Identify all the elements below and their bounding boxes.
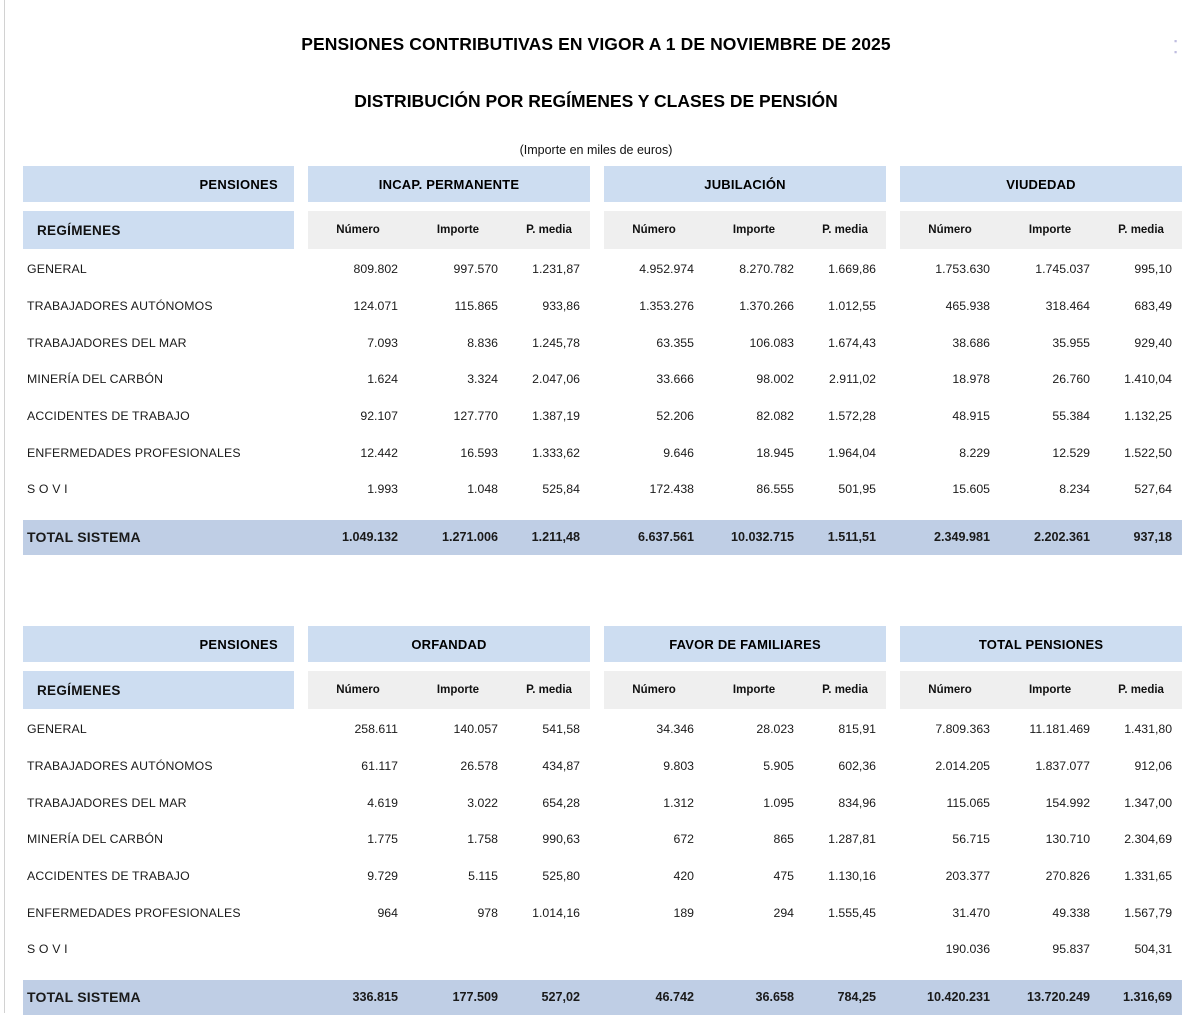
table-row (23, 894, 1182, 931)
table-cell-value: 86.555 (704, 471, 804, 508)
spacer (294, 249, 308, 288)
spacer (294, 980, 308, 1015)
table-cell-value: 270.826 (1000, 858, 1100, 895)
header-gap-row (23, 662, 1182, 671)
row-regime-label: ENFERMEDADES PROFESIONALES (23, 434, 294, 471)
group-header-row (23, 166, 1182, 202)
header-pensiones: PENSIONES (23, 626, 294, 662)
table-cell-value: 5.115 (408, 858, 508, 895)
spacer (590, 748, 604, 785)
table-cell-value: 2.047,06 (508, 361, 590, 398)
table-cell-value: 1.095 (704, 784, 804, 821)
spacer (886, 821, 900, 858)
table-cell-value: 56.715 (900, 821, 1000, 858)
table-cell-value (508, 931, 590, 968)
total-cell-value: 2.202.361 (1000, 520, 1100, 555)
spacer (590, 166, 604, 202)
page-edge-rule (4, 0, 5, 1013)
table-cell-value: 9.803 (604, 748, 704, 785)
table-1 (23, 166, 1182, 555)
table-cell-value: 7.809.363 (900, 709, 1000, 748)
spacer (886, 858, 900, 895)
table-cell-value: 1.624 (308, 361, 408, 398)
page-title: PENSIONES CONTRIBUTIVAS EN VIGOR A 1 DE NOVIEMBRE DE 2025 (301, 34, 891, 54)
table-cell-value: 12.442 (308, 434, 408, 471)
col-header-viudedad-pmedia: P. media (1100, 211, 1182, 249)
table-cell-value: 964 (308, 894, 408, 931)
col-header-viudedad-numero: Número (900, 211, 1000, 249)
table-cell-value: 2.911,02 (804, 361, 886, 398)
table-cell-value: 4.619 (308, 784, 408, 821)
table-cell-value: 26.578 (408, 748, 508, 785)
table-cell-value: 3.022 (408, 784, 508, 821)
table-2-head (23, 626, 1182, 709)
table-cell-value: 1.333,62 (508, 434, 590, 471)
total-cell-value: 937,18 (1100, 520, 1182, 555)
spacer (886, 784, 900, 821)
table-cell-value: 18.978 (900, 361, 1000, 398)
spacer (294, 626, 308, 662)
table-cell-value: 2.304,69 (1100, 821, 1182, 858)
table-cell-value: 61.117 (308, 748, 408, 785)
table-cell-value: 815,91 (804, 709, 886, 748)
table-cell-value: 115.865 (408, 288, 508, 325)
table-cell-value: 38.686 (900, 324, 1000, 361)
table-cell-value: 525,84 (508, 471, 590, 508)
table-cell-value: 1.132,25 (1100, 398, 1182, 435)
table-cell-value: 52.206 (604, 398, 704, 435)
row-regime-label: TRABAJADORES AUTÓNOMOS (23, 748, 294, 785)
table-cell-value (804, 931, 886, 968)
col-header-total-numero: Número (900, 671, 1000, 709)
table-cell-value: 294 (704, 894, 804, 931)
table-cell-value: 541,58 (508, 709, 590, 748)
table-row (23, 249, 1182, 288)
spacer (294, 520, 308, 555)
spacer (886, 398, 900, 435)
row-regime-label: MINERÍA DEL CARBÓN (23, 821, 294, 858)
table-row (23, 931, 1182, 968)
spacer (294, 434, 308, 471)
total-cell-value: 46.742 (604, 980, 704, 1015)
table-row (23, 471, 1182, 508)
table-row (23, 361, 1182, 398)
table-cell-value: 527,64 (1100, 471, 1182, 508)
table-cell-value: 1.572,28 (804, 398, 886, 435)
row-regime-label: MINERÍA DEL CARBÓN (23, 361, 294, 398)
total-cell-value: 1.211,48 (508, 520, 590, 555)
table-cell-value: 31.470 (900, 894, 1000, 931)
spacer (886, 288, 900, 325)
table-cell-value: 154.992 (1000, 784, 1100, 821)
table-row (23, 858, 1182, 895)
spacer (886, 166, 900, 202)
spacer (590, 288, 604, 325)
group-header-favor-familiares: FAVOR DE FAMILIARES (604, 626, 886, 662)
table-cell-value: 1.775 (308, 821, 408, 858)
table-cell-value: 1.331,65 (1100, 858, 1182, 895)
spacer (886, 980, 900, 1015)
row-regime-label: ACCIDENTES DE TRABAJO (23, 398, 294, 435)
col-header-total-pmedia: P. media (1100, 671, 1182, 709)
row-regime-label: S O V I (23, 471, 294, 508)
table-row (23, 784, 1182, 821)
col-header-orfandad-importe: Importe (408, 671, 508, 709)
table-cell-value: 1.014,16 (508, 894, 590, 931)
table-cell-value (408, 931, 508, 968)
table-row (23, 288, 1182, 325)
spacer (590, 211, 604, 249)
spacer (886, 894, 900, 931)
col-header-favor-numero: Número (604, 671, 704, 709)
total-cell-value: 1.271.006 (408, 520, 508, 555)
row-regime-label: GENERAL (23, 709, 294, 748)
col-header-incap-importe: Importe (408, 211, 508, 249)
table-cell-value: 15.605 (900, 471, 1000, 508)
total-row-label: TOTAL SISTEMA (23, 980, 294, 1015)
table-cell-value: 115.065 (900, 784, 1000, 821)
total-gap-row (23, 968, 1182, 980)
total-cell-value: 1.316,69 (1100, 980, 1182, 1015)
table-cell-value: 1.370.266 (704, 288, 804, 325)
table-cell-value: 1.669,86 (804, 249, 886, 288)
header-gap-row (23, 202, 1182, 211)
table-cell-value: 1.555,45 (804, 894, 886, 931)
group-header-orfandad: ORFANDAD (308, 626, 590, 662)
spacer (294, 671, 308, 709)
spacer (590, 471, 604, 508)
table-cell-value: 420 (604, 858, 704, 895)
total-cell-value: 13.720.249 (1000, 980, 1100, 1015)
table-cell-value: 1.130,16 (804, 858, 886, 895)
group-header-total-pensiones: TOTAL PENSIONES (900, 626, 1182, 662)
col-header-orfandad-numero: Número (308, 671, 408, 709)
table-cell-value: 1.387,19 (508, 398, 590, 435)
spacer (294, 931, 308, 968)
table-cell-value: 1.567,79 (1100, 894, 1182, 931)
row-regime-label: ENFERMEDADES PROFESIONALES (23, 894, 294, 931)
table-cell-value: 82.082 (704, 398, 804, 435)
table-cell-value: 1.245,78 (508, 324, 590, 361)
table-cell-value: 501,95 (804, 471, 886, 508)
spacer (294, 784, 308, 821)
table-cell-value: 8.234 (1000, 471, 1100, 508)
group-header-incap-permanente: INCAP. PERMANENTE (308, 166, 590, 202)
table-cell-value (704, 931, 804, 968)
table-cell-value: 1.758 (408, 821, 508, 858)
table-cell-value: 33.666 (604, 361, 704, 398)
table-cell-value: 602,36 (804, 748, 886, 785)
table-cell-value: 865 (704, 821, 804, 858)
table-cell-value: 190.036 (900, 931, 1000, 968)
total-row (23, 980, 1182, 1015)
spacer (590, 520, 604, 555)
table-cell-value: 26.760 (1000, 361, 1100, 398)
table-cell-value: 106.083 (704, 324, 804, 361)
row-regime-label: ACCIDENTES DE TRABAJO (23, 858, 294, 895)
table-cell-value: 5.905 (704, 748, 804, 785)
table-cell-value: 933,86 (508, 288, 590, 325)
spacer (590, 931, 604, 968)
spacer (294, 471, 308, 508)
total-row-label: TOTAL SISTEMA (23, 520, 294, 555)
spacer (886, 324, 900, 361)
spacer (886, 211, 900, 249)
table-1-body (23, 249, 1182, 555)
table-cell-value: 130.710 (1000, 821, 1100, 858)
total-cell-value: 1.511,51 (804, 520, 886, 555)
page-subtitle: DISTRIBUCIÓN POR REGÍMENES Y CLASES DE PENSIÓN (354, 91, 838, 111)
col-header-total-importe: Importe (1000, 671, 1100, 709)
table-cell-value: 525,80 (508, 858, 590, 895)
table-cell-value: 189 (604, 894, 704, 931)
table-cell-value: 1.837.077 (1000, 748, 1100, 785)
table-cell-value: 683,49 (1100, 288, 1182, 325)
spacer (886, 709, 900, 748)
table-cell-value: 4.952.974 (604, 249, 704, 288)
total-cell-value: 10.032.715 (704, 520, 804, 555)
table-cell-value: 16.593 (408, 434, 508, 471)
corner-artifact-mark: ▪ ▪ (1174, 36, 1177, 57)
spacer (294, 288, 308, 325)
table-cell-value: 504,31 (1100, 931, 1182, 968)
table-row (23, 709, 1182, 748)
table-cell-value: 95.837 (1000, 931, 1100, 968)
table-row (23, 324, 1182, 361)
table-cell-value: 997.570 (408, 249, 508, 288)
spacer (590, 980, 604, 1015)
table-cell-value (604, 931, 704, 968)
table-cell-value: 18.945 (704, 434, 804, 471)
spacer (886, 471, 900, 508)
table-cell-value: 1.353.276 (604, 288, 704, 325)
spacer (590, 894, 604, 931)
table-cell-value: 318.464 (1000, 288, 1100, 325)
table-2 (23, 626, 1182, 1015)
table-row (23, 398, 1182, 435)
spacer (590, 361, 604, 398)
units-note: (Importe en miles de euros) (519, 143, 673, 157)
col-header-viudedad-importe: Importe (1000, 211, 1100, 249)
column-header-row (23, 211, 1182, 249)
table-cell-value: 654,28 (508, 784, 590, 821)
spacer (590, 434, 604, 471)
col-header-favor-importe: Importe (704, 671, 804, 709)
col-header-incap-pmedia: P. media (508, 211, 590, 249)
table-cell-value: 55.384 (1000, 398, 1100, 435)
spacer (294, 324, 308, 361)
col-header-orfandad-pmedia: P. media (508, 671, 590, 709)
table-cell-value: 35.955 (1000, 324, 1100, 361)
pensions-table-2 (23, 626, 1173, 1015)
table-cell-value: 49.338 (1000, 894, 1100, 931)
table-cell-value: 1.522,50 (1100, 434, 1182, 471)
header-pensiones: PENSIONES (23, 166, 294, 202)
spacer (886, 626, 900, 662)
spacer (886, 671, 900, 709)
table-cell-value: 2.014.205 (900, 748, 1000, 785)
table-cell-value: 475 (704, 858, 804, 895)
table-cell-value: 1.993 (308, 471, 408, 508)
table-cell-value: 1.347,00 (1100, 784, 1182, 821)
table-cell-value: 1.431,80 (1100, 709, 1182, 748)
total-cell-value: 784,25 (804, 980, 886, 1015)
table-2-body (23, 709, 1182, 1015)
spacer (294, 211, 308, 249)
spacer (294, 398, 308, 435)
table-cell-value: 465.938 (900, 288, 1000, 325)
total-cell-value: 177.509 (408, 980, 508, 1015)
table-cell-value: 1.012,55 (804, 288, 886, 325)
spacer (294, 821, 308, 858)
table-row (23, 434, 1182, 471)
table-cell-value: 1.745.037 (1000, 249, 1100, 288)
table-cell-value: 172.438 (604, 471, 704, 508)
table-cell-value: 98.002 (704, 361, 804, 398)
table-cell-value: 63.355 (604, 324, 704, 361)
row-regime-label: TRABAJADORES DEL MAR (23, 324, 294, 361)
table-cell-value: 127.770 (408, 398, 508, 435)
table-cell-value: 92.107 (308, 398, 408, 435)
table-cell-value (308, 931, 408, 968)
table-cell-value: 912,06 (1100, 748, 1182, 785)
table-cell-value: 1.048 (408, 471, 508, 508)
spacer (886, 748, 900, 785)
table-cell-value: 203.377 (900, 858, 1000, 895)
spacer (590, 784, 604, 821)
spacer (590, 671, 604, 709)
table-cell-value: 1.312 (604, 784, 704, 821)
group-header-jubilacion: JUBILACIÓN (604, 166, 886, 202)
column-header-row (23, 671, 1182, 709)
spacer (590, 398, 604, 435)
table-cell-value: 9.646 (604, 434, 704, 471)
table-cell-value: 1.964,04 (804, 434, 886, 471)
total-gap-row (23, 508, 1182, 520)
table-cell-value: 7.093 (308, 324, 408, 361)
spacer (294, 748, 308, 785)
spacer (590, 821, 604, 858)
table-cell-value: 990,63 (508, 821, 590, 858)
col-header-incap-numero: Número (308, 211, 408, 249)
table-cell-value: 8.229 (900, 434, 1000, 471)
spacer (886, 931, 900, 968)
table-cell-value: 9.729 (308, 858, 408, 895)
total-cell-value: 527,02 (508, 980, 590, 1015)
table-cell-value: 48.915 (900, 398, 1000, 435)
total-cell-value: 2.349.981 (900, 520, 1000, 555)
group-header-row (23, 626, 1182, 662)
table-cell-value: 1.674,43 (804, 324, 886, 361)
spacer (590, 626, 604, 662)
spacer (294, 894, 308, 931)
table-cell-value: 1.410,04 (1100, 361, 1182, 398)
col-header-jubilacion-pmedia: P. media (804, 211, 886, 249)
spacer (886, 361, 900, 398)
col-header-favor-pmedia: P. media (804, 671, 886, 709)
table-cell-value: 11.181.469 (1000, 709, 1100, 748)
row-regime-label: TRABAJADORES DEL MAR (23, 784, 294, 821)
table-cell-value: 34.346 (604, 709, 704, 748)
pensions-table-1 (23, 166, 1173, 555)
spacer (590, 249, 604, 288)
table-row (23, 748, 1182, 785)
table-cell-value: 28.023 (704, 709, 804, 748)
table-cell-value: 1.287,81 (804, 821, 886, 858)
table-cell-value: 258.611 (308, 709, 408, 748)
total-cell-value: 10.420.231 (900, 980, 1000, 1015)
header-regimenes: REGÍMENES (23, 671, 294, 709)
spacer (886, 249, 900, 288)
spacer (590, 709, 604, 748)
table-cell-value: 978 (408, 894, 508, 931)
row-regime-label: S O V I (23, 931, 294, 968)
spacer (590, 858, 604, 895)
table-cell-value: 124.071 (308, 288, 408, 325)
col-header-jubilacion-importe: Importe (704, 211, 804, 249)
table-cell-value: 140.057 (408, 709, 508, 748)
table-1-head (23, 166, 1182, 249)
table-cell-value: 995,10 (1100, 249, 1182, 288)
spacer (294, 166, 308, 202)
table-cell-value: 12.529 (1000, 434, 1100, 471)
total-cell-value: 336.815 (308, 980, 408, 1015)
table-cell-value: 809.802 (308, 249, 408, 288)
spacer (886, 520, 900, 555)
table-cell-value: 672 (604, 821, 704, 858)
table-cell-value: 8.270.782 (704, 249, 804, 288)
spacer (886, 434, 900, 471)
row-regime-label: GENERAL (23, 249, 294, 288)
table-cell-value: 929,40 (1100, 324, 1182, 361)
table-cell-value: 1.231,87 (508, 249, 590, 288)
table-row (23, 821, 1182, 858)
table-cell-value: 1.753.630 (900, 249, 1000, 288)
row-regime-label: TRABAJADORES AUTÓNOMOS (23, 288, 294, 325)
group-header-viudedad: VIUDEDAD (900, 166, 1182, 202)
header-regimenes: REGÍMENES (23, 211, 294, 249)
spacer (294, 361, 308, 398)
document-header (0, 0, 1192, 157)
spacer (294, 858, 308, 895)
col-header-jubilacion-numero: Número (604, 211, 704, 249)
table-cell-value: 834,96 (804, 784, 886, 821)
spacer (294, 709, 308, 748)
table-cell-value: 434,87 (508, 748, 590, 785)
total-row (23, 520, 1182, 555)
total-cell-value: 6.637.561 (604, 520, 704, 555)
total-cell-value: 1.049.132 (308, 520, 408, 555)
table-cell-value: 8.836 (408, 324, 508, 361)
spacer (590, 324, 604, 361)
table-cell-value: 3.324 (408, 361, 508, 398)
total-cell-value: 36.658 (704, 980, 804, 1015)
